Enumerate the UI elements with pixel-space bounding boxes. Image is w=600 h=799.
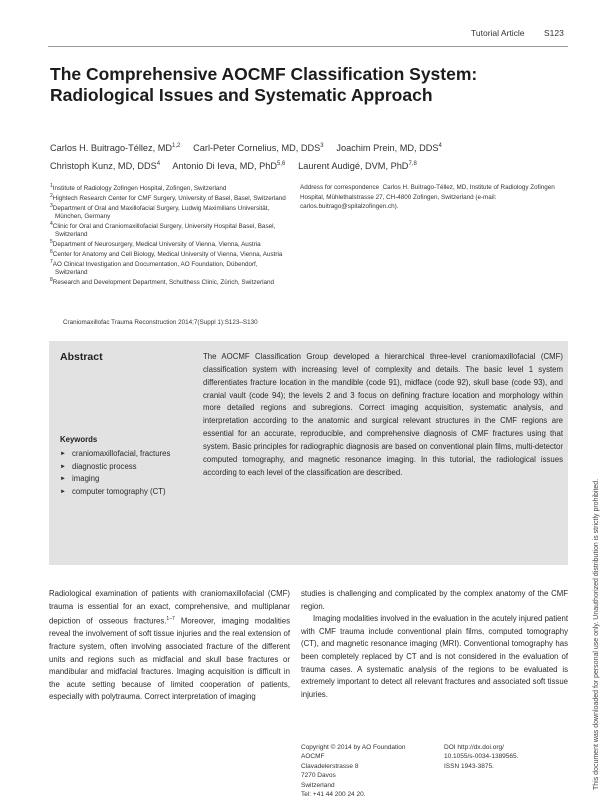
keyword-item: ► craniomaxillofacial, fractures xyxy=(60,448,190,461)
keyword-item: ► diagnostic process xyxy=(60,461,190,474)
doi-block: DOI http://dx.doi.org/ 10.1055/s-0034-1389565. ISSN 1943-3875. xyxy=(444,744,519,770)
affiliation-item: $^6$Center for Anatomy and Cell Biology, Medical University of Vienna, Vienna, Austria xyxy=(50,248,283,258)
body-column-left: Radiological examination of patients with craniomaxillofacial (CMF) trauma is essential for an exact, comprehensive, and multiplanar depiction of osseous fractures.$^{1-7}$ Moreover, imaging modalities reveal the involvement of soft tissue injuries and the real extension of fracture system, often involving associated fracture of the different units and regions such as midfacial and skull base fractures or mandibular and midfacial fractures. Imaging acquisition is difficult in the acute setting because of limited cooperation of patients, especially with polytrauma. Correct interpretation of imaging xyxy=(49,589,291,702)
abstract-text: The AOCMF Classification Group developed a hierarchical three-level craniomaxillofacial (CMF) classification system with increasing level of complexity and details. The basic level 1 system differentiates fracture location in the mandible (code 91), midface (code 92), skull base (code 93), and cranial vault (code 94); the levels 2 and 3 focus on defining fracture location and morphology within more detailed regions and subregions. Correct imaging acquisition, systematic analysis, and interpretation according to the anatomic and surgical relevant structures in the CMF regions are essential for an accurate, reproducible, and comprehensive diagnosis of CMF fractures using that system. Basic principles for radiographic diagnosis are based on conventional plain films, multi-detector computed tomography, and magnetic resonance imaging. In this tutorial, the radiological issues according to each level of the classification are described. xyxy=(203,352,563,477)
keyword-item: ► computer tomography (CT) xyxy=(60,486,190,499)
keyword-item: ► imaging xyxy=(60,473,190,486)
author-affiliation-ref: 3 xyxy=(320,143,324,149)
body-column-right xyxy=(301,588,568,701)
download-notice-text: This document was downloaded for personal use only. Unauthorized distribution is strictly prohibited. xyxy=(593,478,600,790)
author-affiliation-ref: 4 xyxy=(438,143,442,149)
author-affiliation-ref: 4 xyxy=(156,160,161,167)
author-name: Carl-Peter Cornelius, MD, DDS xyxy=(193,143,321,154)
affiliation-item: $^4$Clinic for Oral and Craniomaxillofacial Surgery, University Hospital Basel, Basel, Switzerland xyxy=(50,220,276,238)
author-name: Joachim Prein, MD, DDS xyxy=(336,143,439,154)
article-title: The Comprehensive AOCMF Classification System: Radiological Issues and Systematic Approach xyxy=(50,64,478,105)
affiliation-item: $^8$Research and Development Department, Schulthess Clinic, Zürich, Switzerland xyxy=(50,276,274,286)
abstract-heading: Abstract xyxy=(60,351,103,363)
correspondence-text: Carlos H. Buitrago-Téllez, MD, Institute of Radiology Zofingen Hospital, Mühlethalstrasse 27, CH-4800 Zofingen, Switzerland (e-mail: carlos.buitrago@spitalzofingen.ch). xyxy=(300,184,555,211)
correspondence-address xyxy=(300,183,555,212)
author-list xyxy=(50,139,570,174)
affiliation-list xyxy=(50,183,290,287)
body-paragraph: Imaging modalities involved in the evaluation in the acutely injured patient with CMF trauma include conventional plain films, computed tomography (CT), and magnetic resonance imaging (MRI). Conventional tomography has been completely replaced by CT and is not considered in the evaluation of trauma cases. A systematic analysis of the regions to be evaluated is extremely important to detect all relevant fractures and associated soft tissue injuries. xyxy=(301,614,568,699)
correspondence-label: Address for correspondence xyxy=(300,184,380,191)
author-affiliation-ref: 1,2 xyxy=(172,143,181,149)
article-type-label: Tutorial Article xyxy=(471,28,525,38)
keywords-list xyxy=(60,448,190,498)
author-affiliation-ref: 5,6 xyxy=(277,160,286,167)
affiliation-item: $^5$Department of Neurosurgery, Medical University of Vienna, Vienna, Austria xyxy=(50,238,261,248)
page-number: S123 xyxy=(544,28,564,38)
citation-ref: 1–7 xyxy=(166,616,175,623)
download-notice xyxy=(593,230,600,790)
journal-reference: Craniomaxillofac Trauma Reconstruction 2014;7(Suppl 1):S123–S130 xyxy=(63,319,258,326)
copyright-block: Copyright © 2014 by AO Foundation AOCMF Clavadelerstrasse 8 7270 Davos Switzerland Tel: +41 44 200 24 20. xyxy=(301,744,406,799)
author-name: Laurent Audigé, DVM, PhD xyxy=(298,160,409,171)
keywords-heading: Keywords xyxy=(60,435,98,444)
body-paragraph: studies is challenging and complicated by the complex anatomy of the CMF region. xyxy=(301,589,568,611)
author-name: Antonio Di Ieva, MD, PhD xyxy=(172,160,278,171)
affiliation-item: $^3$Department of Oral and Maxillofacial Surgery, Ludwig Maximilians Universität, München, Germany xyxy=(50,203,270,220)
header-divider xyxy=(48,46,568,47)
affiliation-item: $^2$Hightech Research Center for CMF Surgery, University of Basel, Basel, Switzerland xyxy=(50,193,286,203)
affiliation-item: $^7$AO Clinical Investigation and Documentation, AO Foundation, Dübendorf, Switzerland xyxy=(50,258,258,276)
author-affiliation-ref: 7,8 xyxy=(408,160,417,167)
author-name: Carlos H. Buitrago-Téllez, MD xyxy=(50,143,173,154)
affiliation-item: $^1$Institute of Radiology Zofingen Hospital, Zofingen, Switzerland xyxy=(50,183,227,193)
author-name: Christoph Kunz, MD, DDS xyxy=(50,160,157,171)
